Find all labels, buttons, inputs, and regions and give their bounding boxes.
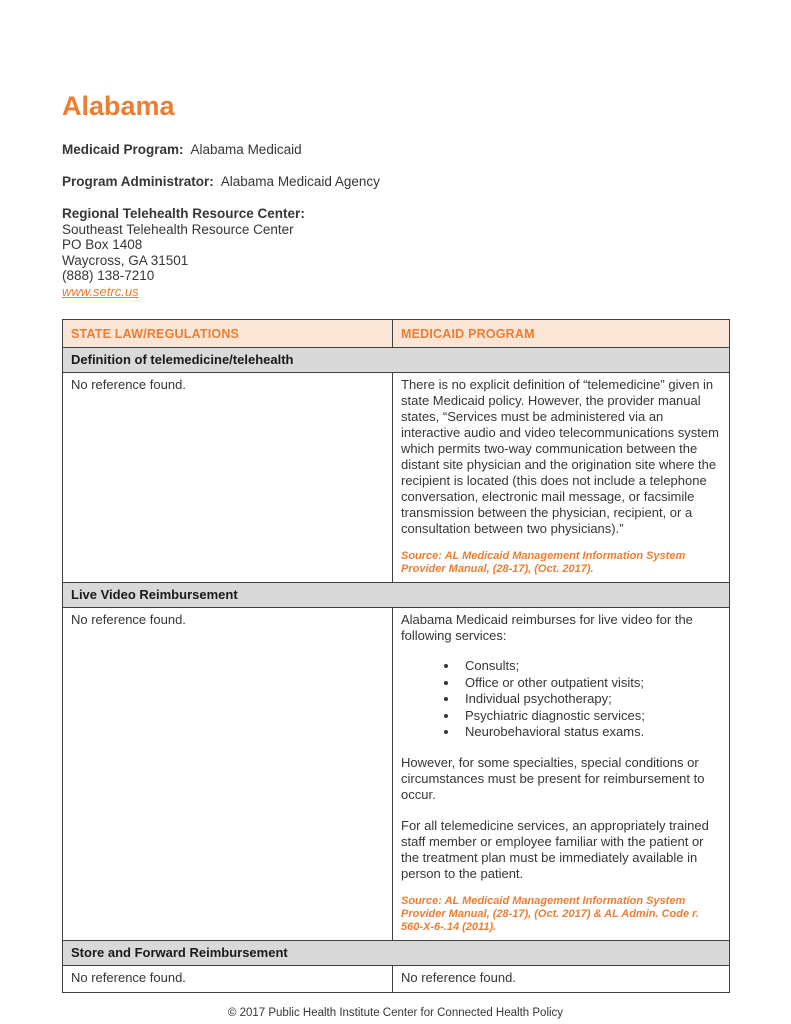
medicaid-program-label: Medicaid Program: xyxy=(62,142,184,158)
rtrc-po-box: PO Box 1408 xyxy=(62,237,143,253)
rtrc-org-name: Southeast Telehealth Resource Center xyxy=(62,221,294,237)
store-forward-content-row xyxy=(63,965,730,992)
program-administrator-label: Program Administrator: xyxy=(62,174,214,190)
service-item-psychotherapy: • Individual psychotherapy; xyxy=(459,691,721,708)
cell-live-video-medicaid xyxy=(393,608,730,941)
store-forward-state-law-text: No reference found. xyxy=(71,969,186,985)
definition-source-citation: Source: AL Medicaid Management Information System Provider Manual, (28-17), (Oct. 2017). xyxy=(401,550,686,576)
service-item-office-visits: • Office or other outpatient visits; xyxy=(459,675,721,692)
rtrc-city-state-zip: Waycross, GA 31501 xyxy=(62,252,189,268)
section-header-live-video-row xyxy=(63,583,730,608)
column-header-state-law: STATE LAW/REGULATIONS xyxy=(63,320,393,348)
section-header-definition-row xyxy=(63,348,730,373)
service-item-consults: • Consults; xyxy=(459,658,721,675)
definition-medicaid-paragraph: There is no explicit definition of “telemedicine” given in state Medicaid policy. However, the provider manual states, “Services must be administered via an interactive audio and video telecommunications system which permits two-way communication between the distant site physician and the origination site where the recipient is located (this does not include a telephone conversation, electronic mail message, or facsimile transmission between the physician, recipient, or a consultation between two physicians).” xyxy=(401,377,719,537)
setrc-website-link[interactable]: www.setrc.us xyxy=(62,283,139,299)
rtrc-label: Regional Telehealth Resource Center: xyxy=(62,206,305,222)
program-administrator-line xyxy=(62,174,729,189)
cell-store-forward-medicaid xyxy=(393,965,730,992)
cell-live-video-state-law xyxy=(63,608,393,941)
table-column-header-row xyxy=(63,320,730,348)
live-video-state-law-text: No reference found. xyxy=(71,612,186,628)
section-header-store-forward: Store and Forward Reimbursement xyxy=(63,940,730,965)
program-administrator-value: Alabama Medicaid Agency xyxy=(220,174,380,190)
live-video-services-list xyxy=(401,658,721,741)
cell-definition-medicaid xyxy=(393,373,730,583)
rtrc-address-block xyxy=(62,206,729,299)
policy-table xyxy=(62,319,730,993)
live-video-staff-paragraph: For all telemedicine services, an appropriately trained staff member or employee familiar with the patient or the treatment plan must be immediately available in person to the patient. xyxy=(401,817,709,881)
service-item-neurobehavioral: • Neurobehavioral status exams. xyxy=(459,724,721,741)
live-video-conditions-paragraph: However, for some specialties, special conditions or circumstances must be present for reimbursement to occur. xyxy=(401,754,705,802)
definition-state-law-text: No reference found. xyxy=(71,377,186,393)
medicaid-program-line xyxy=(62,142,729,157)
page-title: Alabama xyxy=(62,91,175,121)
cell-definition-state-law xyxy=(63,373,393,583)
store-forward-medicaid-text: No reference found. xyxy=(401,969,516,985)
rtrc-phone: (888) 138-7210 xyxy=(62,268,155,284)
footer-copyright: © 2017 Public Health Institute Center for Connected Health Policy xyxy=(227,1006,564,1019)
service-item-psychiatric-diagnostic: • Psychiatric diagnostic services; xyxy=(459,708,721,725)
section-header-store-forward-row xyxy=(63,940,730,965)
section-header-live-video: Live Video Reimbursement xyxy=(63,583,730,608)
definition-content-row xyxy=(63,373,730,583)
live-video-source-citation: Source: AL Medicaid Management Information System Provider Manual, (28-17), (Oct. 2017) & AL Admin. Code r. 560-X-6-.14 (2011). xyxy=(401,894,699,933)
section-header-definition: Definition of telemedicine/telehealth xyxy=(63,348,730,373)
live-video-intro: Alabama Medicaid reimburses for live video for the following services: xyxy=(401,612,693,644)
medicaid-program-value: Alabama Medicaid xyxy=(190,142,302,158)
cell-store-forward-state-law xyxy=(63,965,393,992)
live-video-content-row xyxy=(63,608,730,941)
column-header-medicaid-program: MEDICAID PROGRAM xyxy=(393,320,730,348)
